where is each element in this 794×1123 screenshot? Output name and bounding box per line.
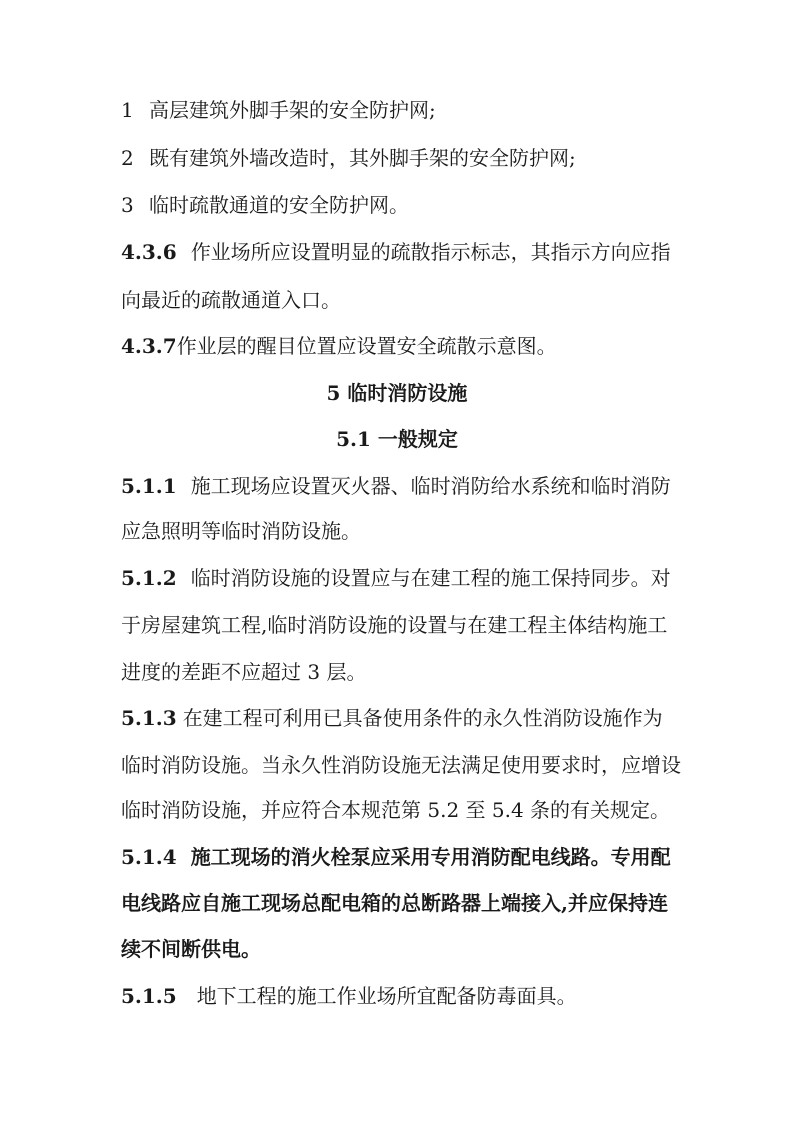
clause-4-3-7 (121, 334, 557, 358)
clause-number: 4.3.6 (121, 240, 177, 264)
clause-text: 作业场所应设置明显的疏散指示标志，其指示方向应指 (190, 240, 671, 264)
clause-5-1-1-continuation (121, 519, 361, 543)
list-item (121, 193, 409, 217)
clause-number: 5.1.2 (121, 566, 177, 590)
clause-text: 续不间断供电。 (121, 937, 261, 961)
clause-5-1-2-continuation (121, 613, 667, 637)
clause-5-1-3-continuation (121, 753, 681, 777)
clause-text: 在建工程可利用已具备使用条件的永久性消防设施作为 (182, 706, 663, 730)
clause-text: 向最近的疏散通道入口。 (121, 288, 341, 312)
clause-text: 电线路应自施工现场总配电箱的总断路器上端接入,并应保持连 (121, 891, 668, 915)
clause-5-1-3 (121, 706, 663, 730)
clause-5-1-4 (121, 845, 671, 869)
list-item-number: 3 (121, 193, 134, 217)
clause-5-1-2-continuation (121, 660, 366, 684)
clause-5-1-1 (121, 474, 671, 498)
clause-number: 5.1.1 (121, 474, 177, 498)
clause-text: 临时消防设施，并应符合本规范第 5.2 至 5.4 条的有关规定。 (121, 798, 671, 822)
clause-4-3-6 (121, 240, 671, 264)
clause-text: 应急照明等临时消防设施。 (121, 519, 361, 543)
clause-5-1-2 (121, 566, 671, 590)
clause-text: 临时消防设施的设置应与在建工程的施工保持同步。对 (190, 566, 671, 590)
clause-number: 5.1.4 (121, 845, 177, 869)
list-item-number: 1 (121, 98, 134, 122)
clause-text: 施工现场的消火栓泵应采用专用消防配电线路。专用配 (190, 845, 671, 869)
clause-5-1-3-continuation (121, 798, 670, 822)
clause-number: 4.3.7 (121, 334, 177, 358)
clause-number: 5.1.3 (121, 706, 177, 730)
clause-text: 于房屋建筑工程,临时消防设施的设置与在建工程主体结构施工 (121, 613, 668, 637)
clause-text: 临时消防设施。当永久性消防设施无法满足使用要求时，应增设 (121, 753, 681, 777)
list-item-text: 高层建筑外脚手架的安全防护网; (149, 98, 436, 122)
list-item-text: 临时疏散通道的安全防护网。 (149, 193, 409, 217)
clause-text: 施工现场应设置灭火器、临时消防给水系统和临时消防 (190, 474, 671, 498)
clause-5-1-4-continuation (121, 891, 668, 915)
clause-number: 5.1.5 (121, 984, 177, 1008)
list-item-number: 2 (121, 146, 134, 170)
section-title: 5.1 一般规定 (336, 427, 458, 451)
clause-text: 地下工程的施工作业场所宜配备防毒面具。 (196, 984, 577, 1008)
clause-5-1-4-continuation (121, 937, 261, 961)
clause-text: 作业层的醒目位置应设置安全疏散示意图。 (176, 334, 557, 358)
list-item (121, 146, 576, 170)
list-item (121, 98, 436, 122)
list-item-text: 既有建筑外墙改造时，其外脚手架的安全防护网; (149, 146, 576, 170)
clause-text: 进度的差距不应超过 3 层。 (121, 660, 367, 684)
clause-5-1-5 (121, 984, 577, 1008)
chapter-title: 5 临时消防设施 (326, 381, 468, 405)
clause-4-3-6-continuation (121, 288, 341, 312)
